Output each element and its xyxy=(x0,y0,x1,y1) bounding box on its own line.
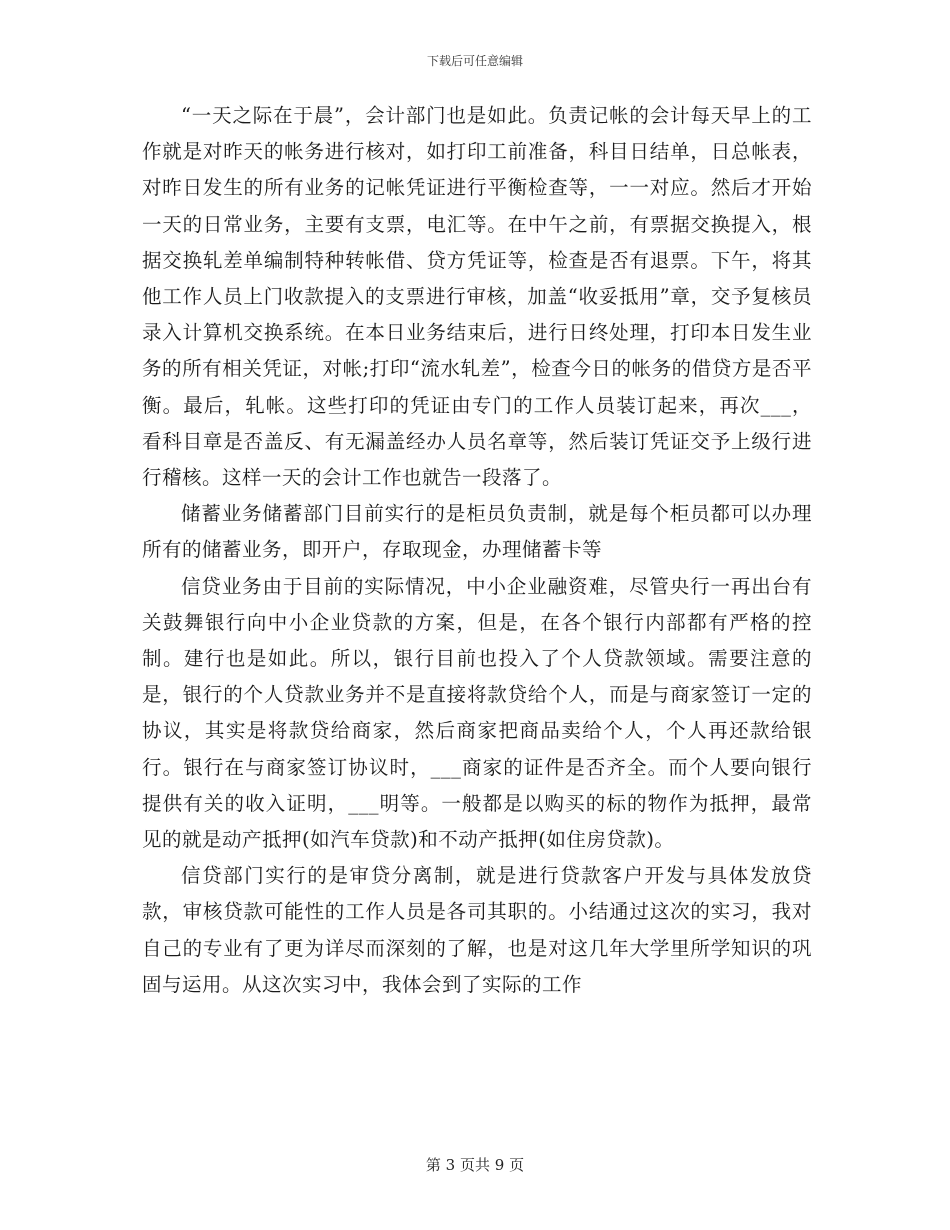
paragraph-credit-department: 信贷部门实行的是审贷分离制，就是进行贷款客户开发与具体发放贷款，审核贷款可能性的工作人员是各司其职的。小结通过这次的实习，我对自己的专业有了更为详尽而深刻的了解，也是对这几年大学里所学知识的巩固与运用。从这次实习中，我体会到了实际的工作 xyxy=(142,864,812,996)
paragraph-savings: 储蓄业务储蓄部门目前实行的是柜员负责制，就是每个柜员都可以办理所有的储蓄业务，即开户，存取现金，办理储蓄卡等 xyxy=(142,502,812,562)
paragraph-accounting: “一天之际在于晨”，会计部门也是如此。负责记帐的会计每天早上的工作就是对昨天的帐务进行核对，如打印工前准备，科目日结单，日总帐表，对昨日发生的所有业务的记帐凭证进行平衡检查等，一一对应。然后才开始一天的日常业务，主要有支票，电汇等。在中午之前，有票据交换提入，根据交换轧差单编制特种转帐借、贷方凭证等，检查是否有退票。下午，将其他工作人员上门收款提入的支票进行审核，加盖“收妥抵用”章，交予复核员录入计算机交换系统。在本日业务结束后，进行日终处理，打印本日发生业务的所有相关凭证，对帐;打印“流水轧差”，检查今日的帐务的借贷方是否平衡。最后，轧帐。这些打印的凭证由专门的工作人员装订起来，再次___，看科目章是否盖反、有无漏盖经办人员名章等，然后装订凭证交予上级行进行稽核。这样一天的会计工作也就告一段落了。 xyxy=(142,104,812,490)
page-header: 下载后可任意编辑 xyxy=(426,54,523,68)
paragraph-credit: 信贷业务由于目前的实际情况，中小企业融资难，尽管央行一再出台有关鼓舞银行向中小企业贷款的方案，但是，在各个银行内部都有严格的控制。建行也是如此。所以，银行目前也投入了个人贷款领域。需要注意的是，银行的个人贷款业务并不是直接将款贷给个人，而是与商家签订一定的协议，其实是将款贷给商家，然后商家把商品卖给个人，个人再还款给银行。银行在与商家签订协议时，___商家的证件是否齐全。而个人要向银行提供有关的收入证明，___明等。一般都是以购买的标的物作为抵押，最常见的就是动产抵押(如汽车贷款)和不动产抵押(如住房贷款)。 xyxy=(142,574,812,852)
page-number: 第 3 页共 9 页 xyxy=(425,1156,525,1174)
body-text xyxy=(142,98,812,1003)
